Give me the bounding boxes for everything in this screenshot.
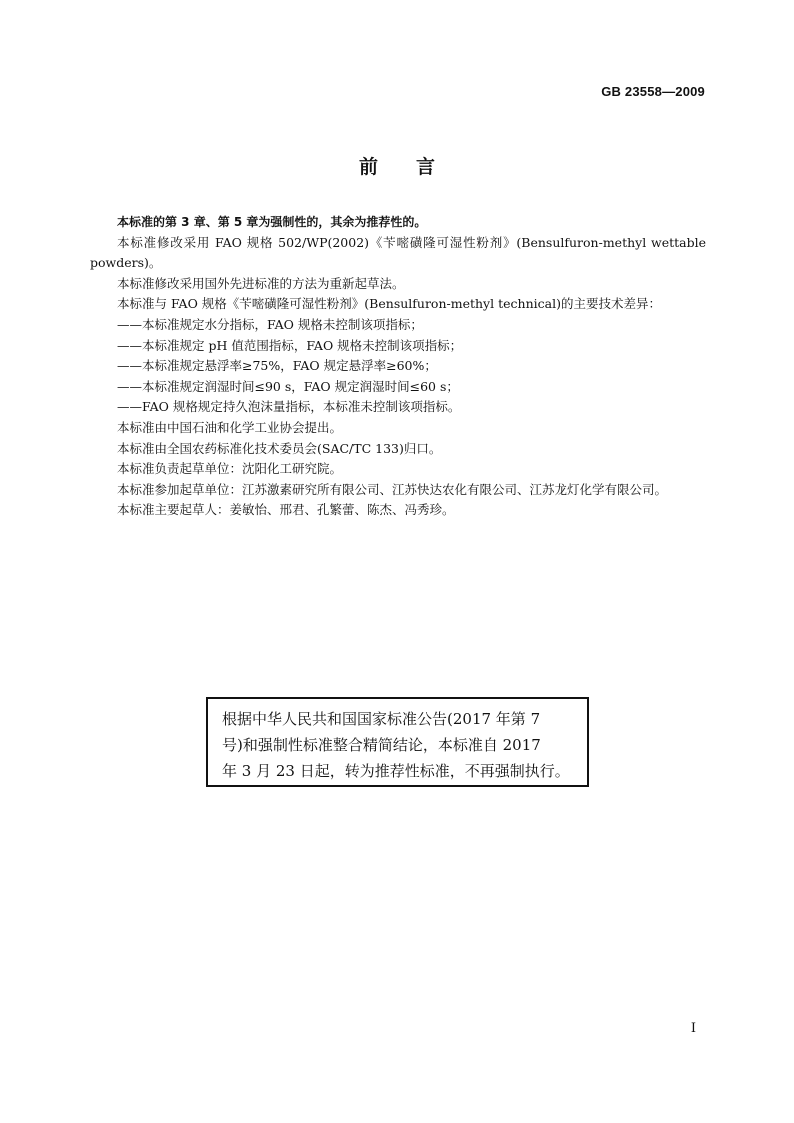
paragraph-main-drafters: 本标准主要起草人：姜敏怡、邢君、孔繁蕾、陈杰、冯秀珍。: [117, 502, 455, 518]
paragraph-fao-adoption: 本标准修改采用 FAO 规格 502/WP(2002)《苄嘧磺隆可湿性粉剂》(Bensulfuron-methyl wettable powders)。: [90, 234, 706, 271]
paragraph-proposer: 本标准由中国石油和化学工业协会提出。: [117, 419, 343, 435]
paragraph-mandatory-chapters: 本标准的第 3 章、第 5 章为强制性的，其余为推荐性的。: [117, 215, 427, 229]
notice-line: 号)和强制性标准整合精简结论，本标准自 2017: [222, 736, 541, 754]
paragraph-drafting-method: 本标准修改采用国外先进标准的方法为重新起草法。: [117, 275, 405, 291]
paragraph-committee: 本标准由全国农药标准化技术委员会(SAC/TC 133)归口。: [117, 440, 442, 456]
page-number: I: [690, 1021, 696, 1036]
standard-code: GB 23558—2009: [601, 84, 705, 99]
difference-item-suspensibility: ——本标准规定悬浮率≥75%，FAO 规定悬浮率≥60%；: [117, 358, 437, 374]
difference-item-moisture: ——本标准规定水分指标，FAO 规格未控制该项指标；: [117, 316, 423, 332]
notice-box: [206, 697, 589, 787]
difference-item-ph: ——本标准规定 pH 值范围指标，FAO 规格未控制该项指标；: [117, 337, 463, 353]
difference-item-wetting-time: ——本标准规定润湿时间≤90 s，FAO 规定润湿时间≤60 s；: [117, 378, 459, 394]
difference-item-foam: ——FAO 规格规定持久泡沫量指标，本标准未控制该项指标。: [117, 399, 461, 415]
paragraph-lead-drafter: 本标准负责起草单位：沈阳化工研究院。: [117, 461, 343, 477]
notice-line: 根据中华人民共和国国家标准公告(2017 年第 7: [222, 710, 541, 728]
notice-line: 年 3 月 23 日起，转为推荐性标准，不再强制执行。: [222, 762, 570, 780]
paragraph-participating-drafters: 本标准参加起草单位：江苏激素研究所有限公司、江苏快达农化有限公司、江苏龙灯化学有限公司。: [117, 481, 668, 497]
paragraph-differences-intro: 本标准与 FAO 规格《苄嘧磺隆可湿性粉剂》(Bensulfuron-methyl technical)的主要技术差异：: [117, 296, 661, 312]
foreword-body: [90, 212, 706, 521]
page-title: 前言: [358, 156, 473, 178]
